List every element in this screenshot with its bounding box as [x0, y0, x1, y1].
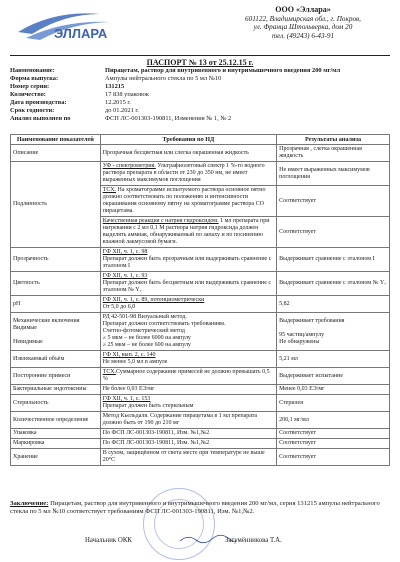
row-result: Стерилен — [277, 395, 390, 412]
qty-value: 17 838 упаковок — [105, 91, 149, 98]
row-requirement: По ФСП ЛС-001303-190811, Изм. №1,№2 — [100, 429, 276, 439]
company-block — [218, 6, 388, 40]
row-result: Выдерживает сравнение с эталоном I — [277, 248, 390, 272]
table-row — [11, 368, 390, 385]
table-row — [11, 313, 390, 351]
row-requirement: ГФ XII, ч. 1, с. 98 Препарат должен быть прозрачным или выдерживать сравнение с эталоном I — [100, 248, 276, 272]
signature-name: Загумённикова Т.А. — [225, 537, 282, 544]
row-requirement: Прозрачная бесцветная или слегка окрашенная жидкость — [100, 145, 276, 162]
row-result: Соответствует — [277, 449, 390, 466]
table-row — [11, 272, 390, 296]
row-indicator: Подлинность — [11, 162, 101, 248]
row-indicator: Количественное определение — [11, 412, 101, 429]
signature-position: Начальник ОКК — [85, 537, 132, 544]
row-result: Соответствует — [277, 186, 390, 217]
row-requirement: Метод Кьельдаля. Содержание пирацетама в 1 мл препарата должно быть от 190 до 210 мг — [100, 412, 276, 429]
row-result: Выдерживает сравнение с эталоном № Y₇ — [277, 272, 390, 296]
row-requirement: ГФ XI, вып. 2, с. 140 Не менее 5,0 мл в ампуле — [100, 351, 276, 368]
row-indicator: Стерильность — [11, 395, 101, 412]
table-row — [11, 449, 390, 466]
row-result: Не имеет выраженных максимумов поглощения — [277, 162, 390, 186]
row-requirement: ТСХ. На хроматограмме испытуемого раствора основное пятно должно соответствовать по положению и интенсивности окрашивания основному пятну на хроматограмме раствора СО пирацетама. — [100, 186, 276, 217]
company-stamp — [143, 488, 215, 560]
row-requirement: РД 42-501-98 Визуальный метод. Препарат должен соответствовать требованиям. Счетно-фотометрический метод ≥ 5 мкм – не более 6000 на ампулу ≥ 25 мкм – не более 600 на ампулу — [100, 313, 276, 351]
table-row — [11, 429, 390, 439]
row-indicator: Хранение — [11, 449, 101, 466]
row-indicator: pH — [11, 296, 101, 313]
conclusion-text: Пирацетам, раствор для внутривенного и внутримышечного введения 200 мг/мл, серия 131215 ампулы нейтрального стекла по 5 мл №10 соответствует требованиям ФСП ЛС-001303-190811, Изм. №1,№2. — [10, 500, 380, 515]
table-row — [11, 145, 390, 162]
header-divider — [10, 55, 390, 56]
table-row — [11, 439, 390, 449]
company-address-2: ул. Франца Штольверка, дом 20 — [253, 23, 353, 32]
qty-label: Количество: — [10, 91, 46, 98]
logo-text: ЭЛЛАРА — [54, 26, 108, 41]
row-requirement: ГФ XII, ч. 1, с. 93 Препарат должен быть бесцветным или выдерживать сравнение с эталоном № Y₇ — [100, 272, 276, 296]
row-indicator: Посторонние примеси — [11, 368, 101, 385]
company-name: ООО «Эллара» — [275, 5, 331, 14]
table-row — [11, 412, 390, 429]
row-requirement: ТСХ.Суммарное содержание примесей не должно превышать 0,5 % — [100, 368, 276, 385]
row-indicator: Прозрачность — [11, 248, 101, 272]
table-row — [11, 296, 390, 313]
conclusion-label: Заключение: — [10, 500, 49, 507]
row-indicator: Маркировка — [11, 439, 101, 449]
row-result: Менее 0,03 ЕЭ/мг — [277, 385, 390, 395]
row-requirement: По ФСП ЛС-001303-190811, Изм. №1,№2 — [100, 439, 276, 449]
row-result: Выдерживает требования 95 частиц/ампулу Не обнаружены — [277, 313, 390, 351]
row-indicator: Цветность — [11, 272, 101, 296]
row-indicator: Бактериальные эндотоксины — [11, 385, 101, 395]
form-label: Форма выпуска: — [10, 75, 59, 82]
analysis-value: ФСП ЛС-001303-190811, Изменения № 1, № 2 — [105, 115, 232, 122]
table-row — [11, 162, 390, 186]
series-label: Номер серии: — [10, 83, 50, 90]
row-indicator: Механические включения Видимые Невидимые — [11, 313, 101, 351]
row-requirement: УФ - спектрометрия. Ультрафиолетовый спектр 1 %-го водного раствора препарата в области от 230 до 350 нм, не имеет выраженных максимумов поглощения — [100, 162, 276, 186]
company-phone: тел. (49243) 6-43-91 — [271, 31, 335, 40]
row-result: 5,21 мл — [277, 351, 390, 368]
header-result: Результаты анализа — [277, 135, 390, 145]
date-label: Дата производства: — [10, 99, 67, 106]
expiry-label: Срок годности: — [10, 107, 55, 114]
table-row — [11, 248, 390, 272]
row-indicator: Упаковка — [11, 429, 101, 439]
row-result: 5,82 — [277, 296, 390, 313]
series-value: 131215 — [105, 83, 125, 90]
name-label: Наименование: — [10, 67, 55, 74]
expiry-value: до 01.2021 г. — [105, 107, 139, 114]
row-requirement: ГФ XII, ч. 1, с. 89, потенциометрически От 5,0 до 6,0 — [100, 296, 276, 313]
row-result: Выдерживает испытание — [277, 368, 390, 385]
conclusion — [10, 500, 390, 516]
date-value: 12.2015 г. — [105, 99, 131, 106]
row-result: Соответствует — [277, 217, 390, 248]
name-value: Пирацетам, раствор для внутривенного и внутримышечного введения 200 мг/мл — [105, 67, 341, 74]
row-indicator: Извлекаемый объём — [11, 351, 101, 368]
row-requirement: ГФ XII, ч. 1, с. 153 Препарат должен быть стерильным — [100, 395, 276, 412]
table-row — [11, 351, 390, 368]
table-row — [11, 385, 390, 395]
table-header — [11, 135, 390, 145]
row-result: 200,1 мг/мл — [277, 412, 390, 429]
header-indicator: Наименование показателей — [11, 135, 101, 145]
analysis-table — [10, 134, 390, 466]
table-row — [11, 395, 390, 412]
row-result: Соответствует — [277, 429, 390, 439]
row-result: Прозрачная , слегка окрашенная жидкость — [277, 145, 390, 162]
row-requirement: Качественная реакция с натрия гидроксидом. 1 мл препарата при нагревании с 2 мл 0,1 М раствора натрия гидроксида должен выделять аммиак, обнаруживаемый по запаху и по посинению влажной лакмусовой бумаги. — [100, 217, 276, 248]
row-result: Соответствует — [277, 439, 390, 449]
company-address-1: 601122, Владимирская обл., г. Покров, — [245, 14, 361, 23]
row-requirement: В сухом, защищённом от света месте при температуре не выше 20°С — [100, 449, 276, 466]
form-value: Ампулы нейтрального стекла по 5 мл №10 — [105, 75, 222, 82]
product-info — [10, 67, 390, 123]
document-title: ПАСПОРТ № 13 от 25.12.15 г. — [146, 58, 254, 67]
row-indicator: Описание — [11, 145, 101, 162]
analysis-label: Анализ выполнен по — [10, 115, 71, 122]
ellara-logo — [14, 8, 164, 44]
header-requirement: Требования по НД — [100, 135, 276, 145]
row-requirement: Не более 0,03 ЕЭ/мг — [100, 385, 276, 395]
